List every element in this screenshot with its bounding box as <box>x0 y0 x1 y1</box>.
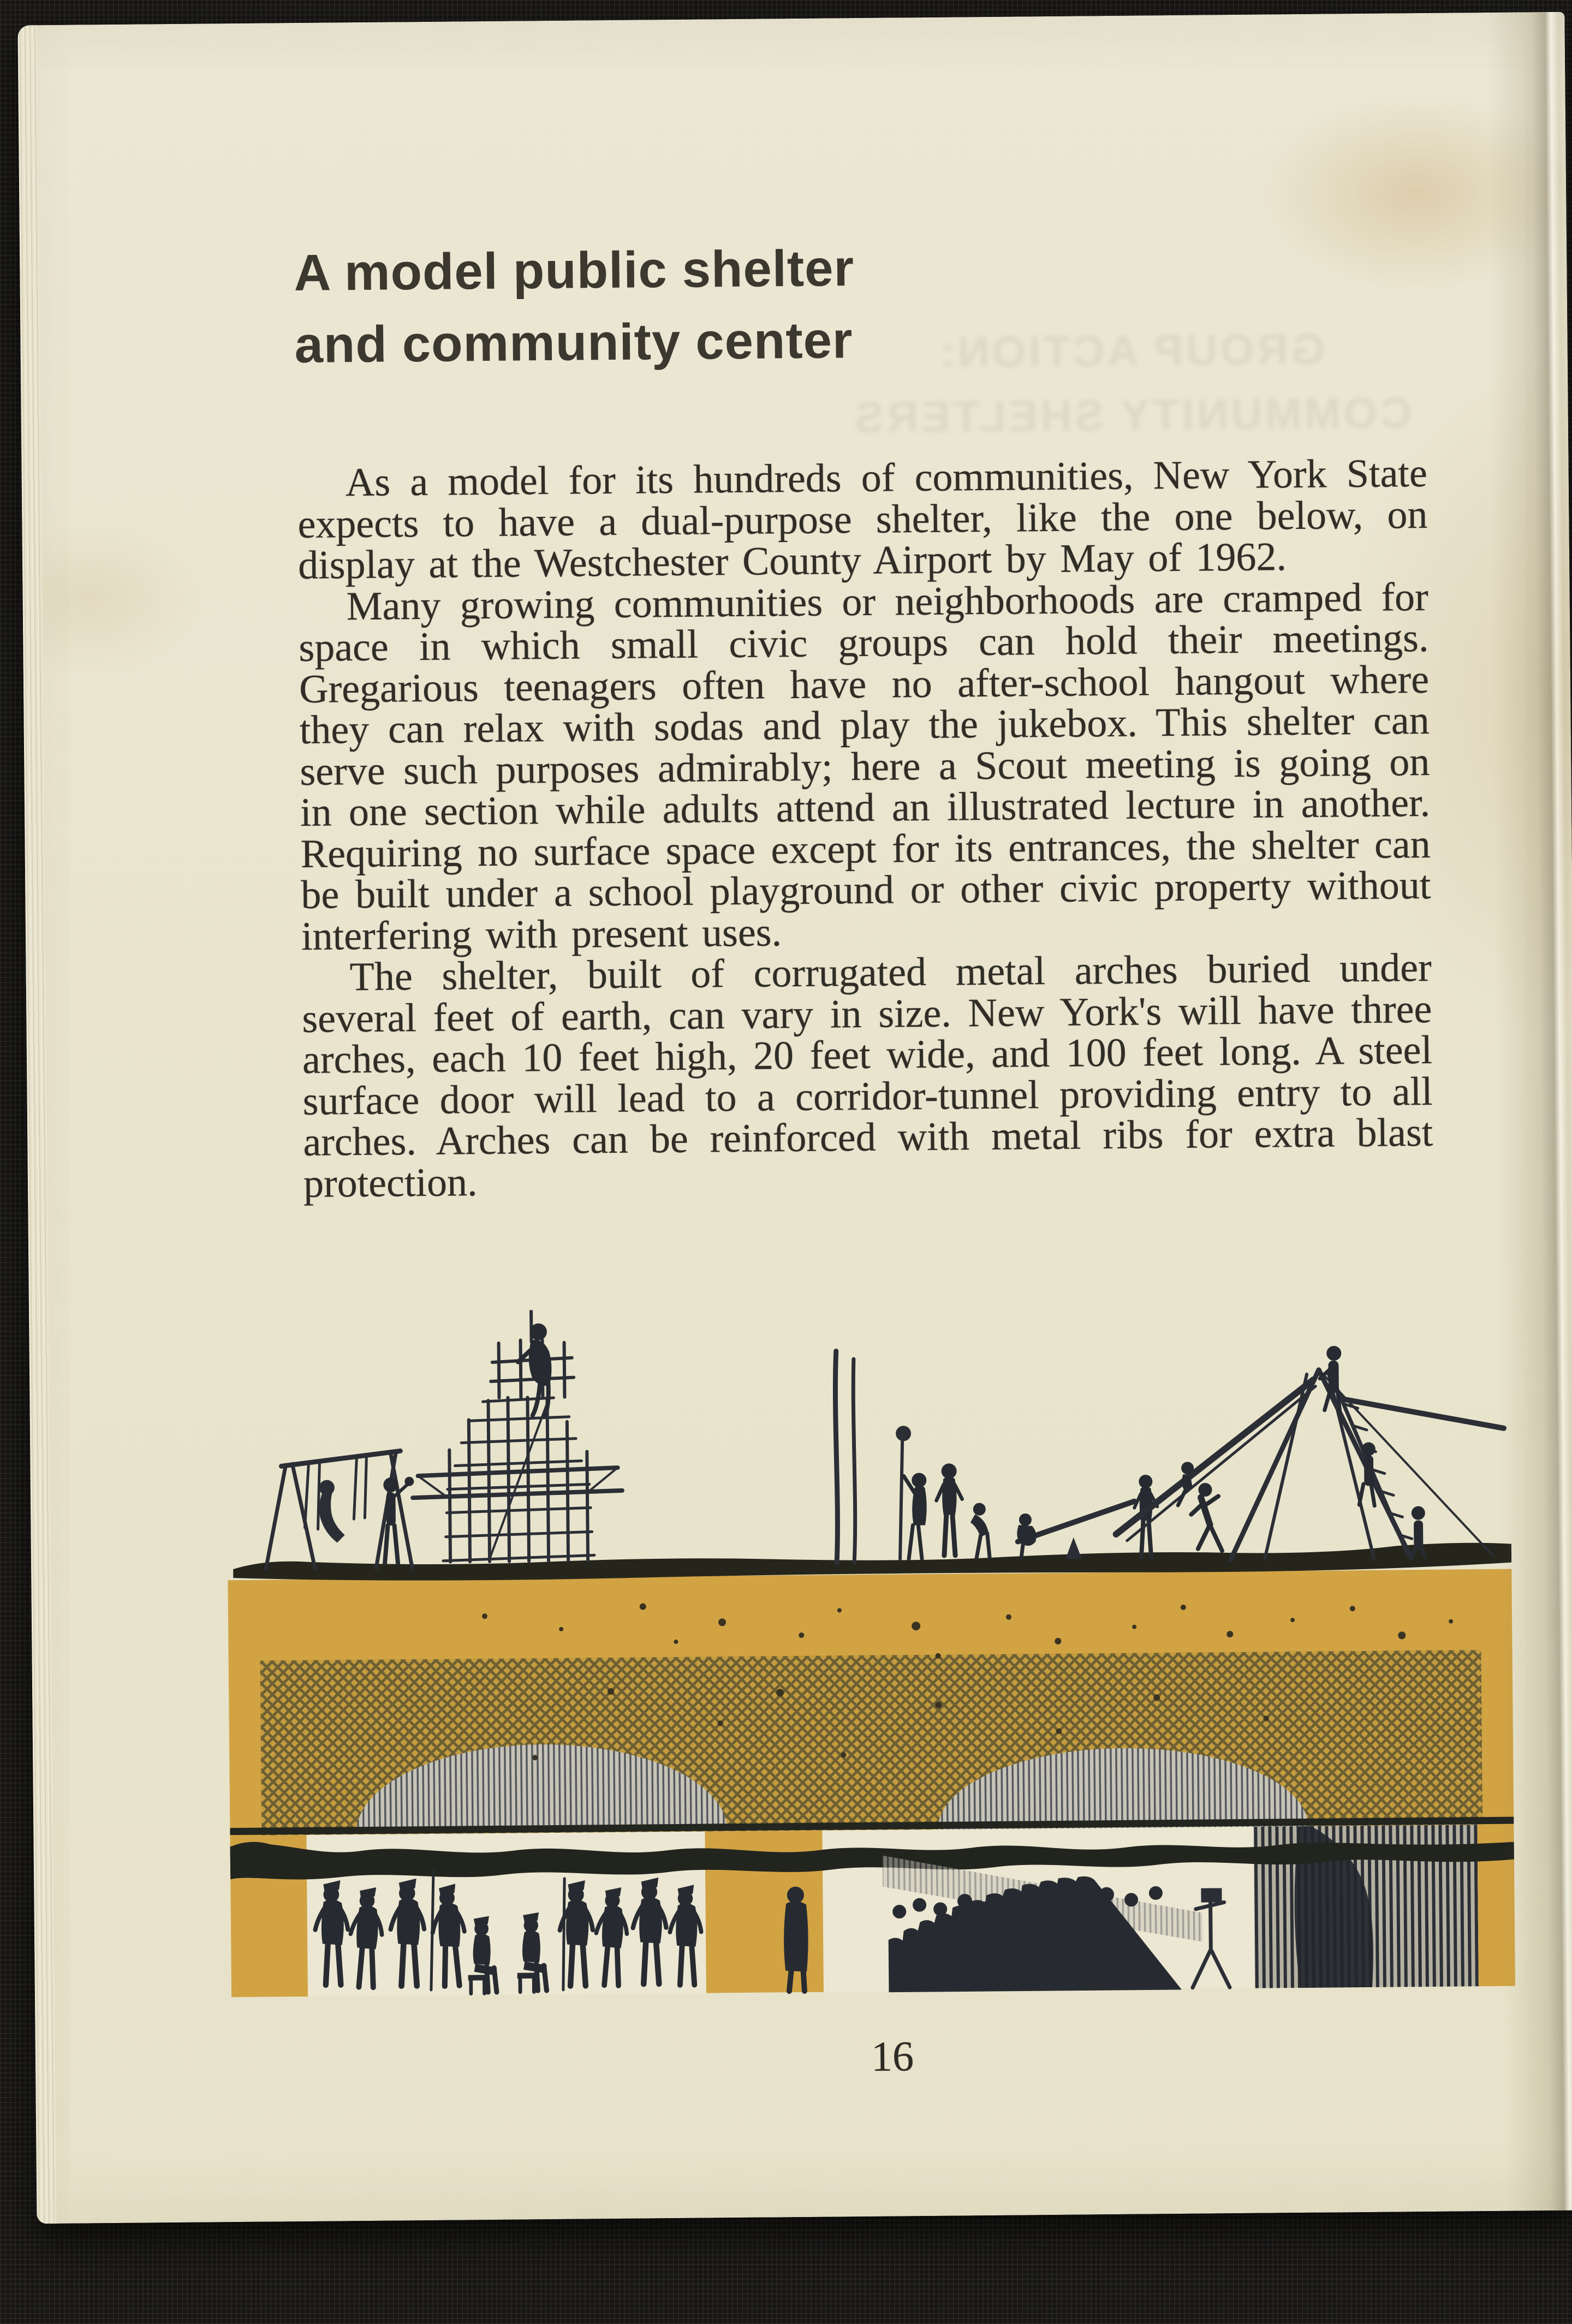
children-group <box>896 1425 990 1559</box>
jungle-gym <box>411 1309 623 1562</box>
tall-poles <box>835 1351 856 1563</box>
paragraph-3: The shelter, built of corrugated metal arches buried under several feet of earth, can vary in size. New York's will have three arches, each 10 feet high, 20 feet wide, and 100 feet long. A steel surface door will lead to a corridor-tunnel providing entry to all arches. Arches can be reinforced with metal ribs for extra blast protection. <box>302 945 1433 1206</box>
slide-climber <box>1115 1345 1505 1560</box>
playground-scene <box>264 1302 1505 1569</box>
shelter-cutaway-illustration <box>225 1302 1522 2001</box>
paragraph-1: As a model for its hundreds of communities, New York State expects to have a dual-purpose shelter, like the one below, on display at the Westchester County Airport by May of 1962. <box>297 450 1428 588</box>
child-on-tower <box>517 1324 551 1416</box>
shelter-interior <box>225 1817 1515 1998</box>
small-child-bending <box>970 1503 990 1558</box>
body-text <box>297 450 1433 1206</box>
ghost-line: GROUP ACTION: <box>937 324 1325 377</box>
title-line-1: A model public shelter <box>293 239 855 302</box>
running-child <box>1191 1483 1222 1551</box>
show-through-ghost-text <box>801 315 1462 450</box>
child-on-swing <box>319 1480 345 1542</box>
page-number: 16 <box>871 2032 914 2080</box>
paragraph-2: Many growing communities or neighborhoods are cramped for space in which small civic groups can hold their meetings. Gregarious teenagers often have no after-school hangout where they can relax with sodas and play the jukebox. This shelter can serve such purposes admirably; here a Scout meeting is going on in one section while adults attend an illustrated lecture in another. Requiring no surface space except for its entrances, the shelter can be built under a school playground or other civic property without interfering with present uses. <box>299 574 1431 959</box>
page-deckle-edge <box>17 25 56 2224</box>
page-title <box>294 232 855 381</box>
ghost-line: COMMUNITY SHELTERS <box>851 388 1412 442</box>
title-line-2: and community center <box>294 311 853 374</box>
booklet-page <box>17 12 1572 2224</box>
